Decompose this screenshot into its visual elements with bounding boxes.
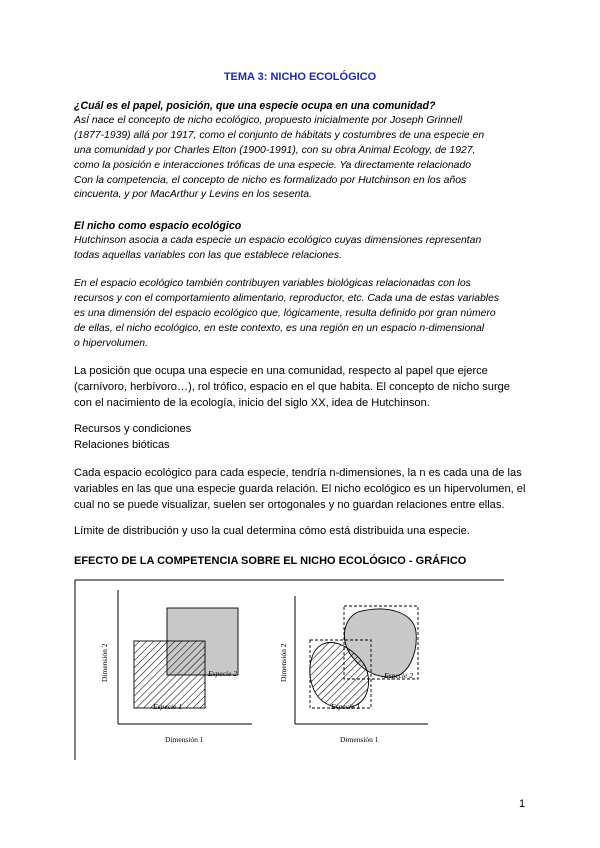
list-item: Recursos y condiciones	[74, 423, 192, 435]
text-line: cincuenta, y por MacArthur y Levins en los sesenta.	[74, 189, 312, 201]
text-line: una comunidad y por Charles Elton (1900-1991), con su obra Animal Ecology, de 1927,	[74, 144, 476, 156]
species2-label: Especie 2	[384, 671, 413, 680]
species1-label: Especie 1	[331, 702, 360, 711]
text-line: Con la competencia, el concepto de nicho es formalizado por Hutchinson en los años	[74, 174, 467, 186]
text-line: La posición que ocupa una especie en una comunidad, respecto al papel que ejerce	[74, 365, 488, 377]
text-line: o hipervolumen.	[74, 337, 148, 349]
text-line: Límite de distribución y uso la cual determina cómo está distribuida una especie.	[74, 525, 470, 537]
graph-left	[100, 590, 252, 744]
text-line: cual no se puede visualizar, suelen ser ortogonales y no guardan relaciones entre ellas.	[74, 499, 505, 512]
paragraph-distribution	[74, 523, 544, 539]
text-line: de ellas, el nicho ecológico, en este contexto, es una región en un espacio n-dimensional	[74, 322, 485, 334]
section-biological-variables	[74, 277, 544, 352]
species1-label: Especie 1	[153, 702, 182, 711]
text-line: variables en las que una especie guarda relación. El nicho ecológico es un hipervolumen, el	[74, 483, 526, 496]
text-line: Cada espacio ecológico para cada especie, tendría n-dimensiones, la n es cada una de las	[74, 467, 522, 479]
text-line: En el espacio ecológico también contribuyen variables biológicas relacionadas con los	[74, 278, 471, 289]
text-line: todas aquellas variables con las que establece relaciones.	[74, 249, 343, 261]
y-axis-label: Dimensión 2	[279, 643, 288, 682]
section-ecological-space	[74, 219, 544, 264]
y-axis-label: Dimensión 2	[100, 643, 109, 682]
x-axis-label: Dimensión 1	[165, 735, 204, 744]
list-factors	[74, 421, 544, 453]
species1-region	[134, 641, 205, 708]
paragraph-position	[74, 363, 544, 411]
text-line: (1877-1939) allá por 1917, como el conjunto de hábitats y costumbres de una especie en	[74, 129, 485, 141]
graph-right	[279, 596, 428, 744]
section-heading: El nicho como espacio ecológico	[74, 220, 242, 232]
text-line: recursos y con el comportamiento alimentario, reproductor, etc. Cada una de estas variables	[74, 292, 500, 304]
text-line: como la posición e interacciones tróficas de una especie. Ya directamente relacionado	[74, 159, 471, 171]
list-item: Relaciones bióticas	[74, 439, 170, 452]
x-axis-label: Dimensión 1	[340, 735, 379, 744]
figure-heading: EFECTO DE LA COMPETENCIA SOBRE EL NICHO ECOLÓGICO - GRÁFICO	[74, 555, 467, 567]
competition-figure	[74, 572, 504, 767]
paragraph-dimensions	[74, 465, 544, 513]
text-line: AsÍ nace el concepto de nicho ecológico, propuesto inicialmente por Joseph Grinnell	[74, 114, 463, 126]
page-title: TEMA 3: NICHO ECOLÓGICO	[223, 71, 377, 83]
section-niche-question	[74, 99, 544, 203]
species2-label: Especie 2	[208, 669, 237, 678]
page-number: 1	[519, 798, 526, 810]
section-heading: ¿Cuál es el papel, posición, que una especie ocupa en una comunidad?	[74, 100, 436, 112]
text-line: es una dimensión del espacio ecológico que, lógicamente, resulta definido por gran número	[74, 307, 496, 319]
text-line: con el nacimiento de la ecología, inicio del siglo XX, idea de Hutchinson.	[74, 397, 430, 410]
text-line: Hutchinson asocia a cada especie un espacio ecológico cuyas dimensiones representan	[74, 234, 482, 246]
text-line: (carnívoro, herbívoro…), rol trófico, espacio en el que habita. El concepto de nicho surge	[74, 381, 510, 394]
